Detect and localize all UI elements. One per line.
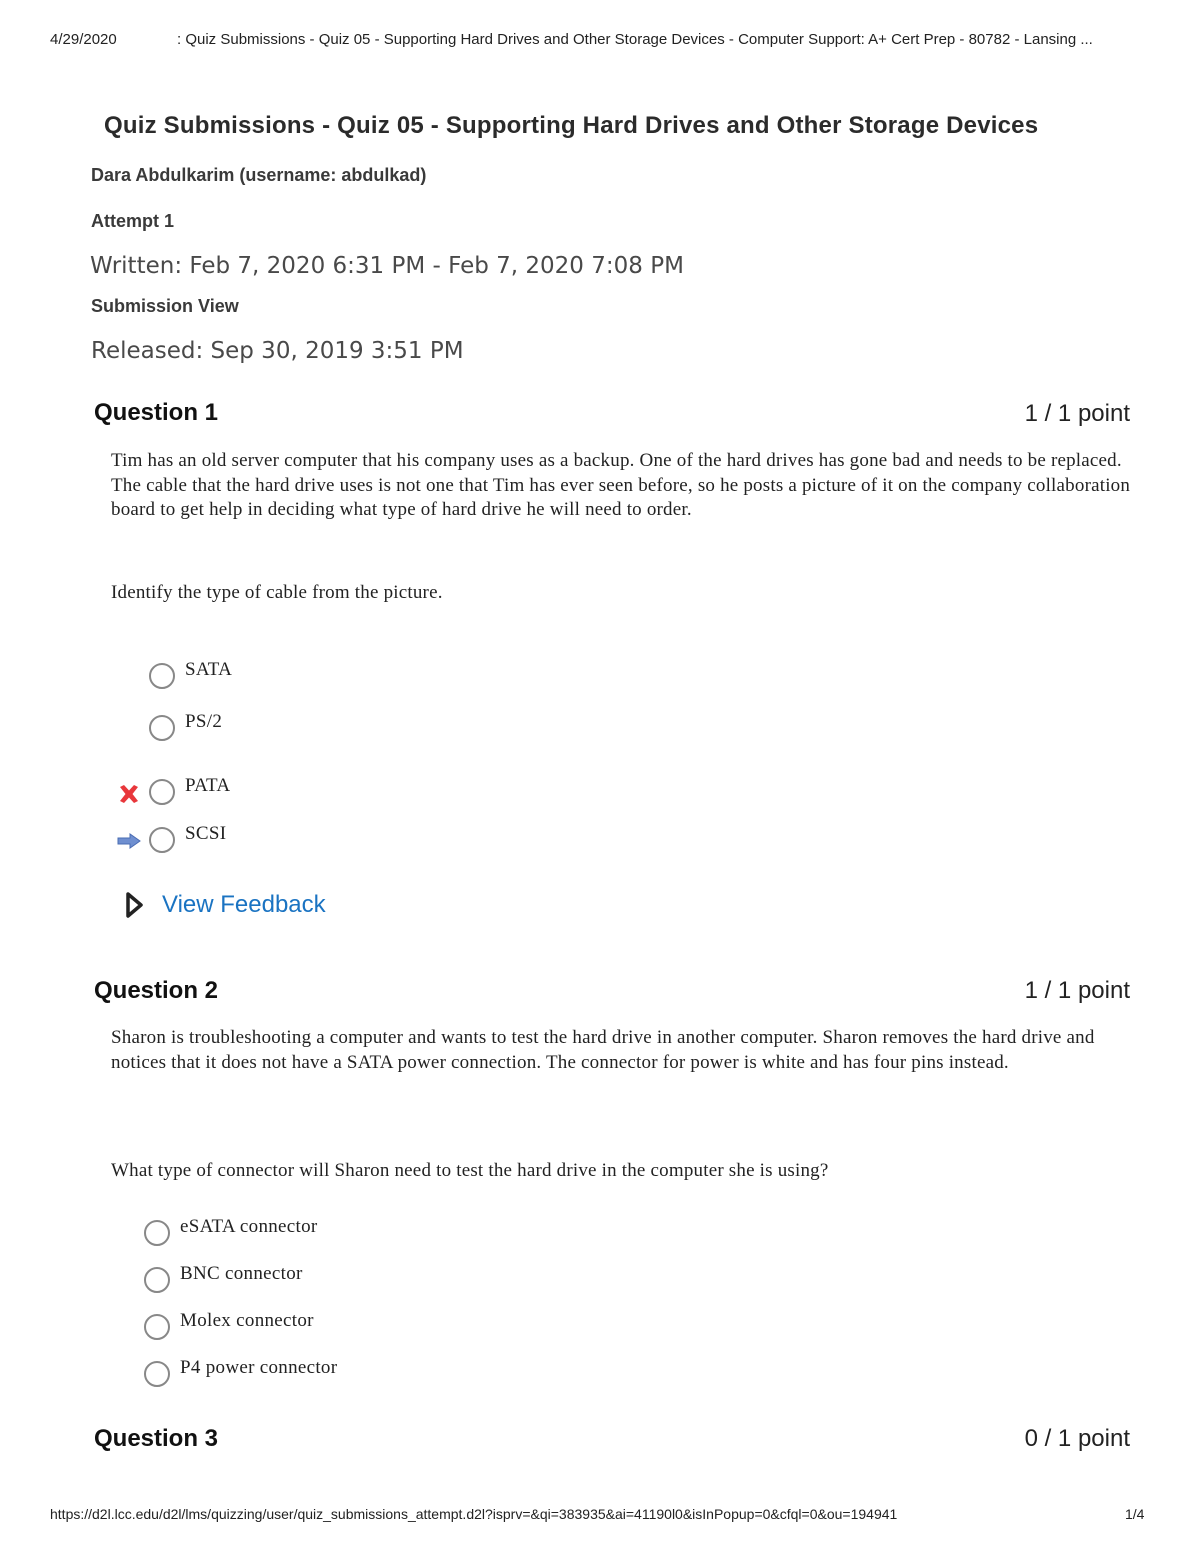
radio-button[interactable]	[144, 1361, 170, 1387]
question-3-heading: Question 3	[94, 1425, 219, 1452]
option-label: PS/2	[185, 711, 223, 732]
print-date: 4/29/2020	[50, 31, 117, 48]
option-label: SATA	[185, 659, 233, 680]
q1-option-scsi[interactable]	[149, 823, 226, 853]
triangle-right-icon[interactable]	[124, 891, 144, 919]
radio-button[interactable]	[149, 779, 175, 805]
q2-option-p4[interactable]	[144, 1357, 337, 1387]
question-1-prompt: Identify the type of cable from the picture.	[111, 582, 443, 603]
print-url: https://d2l.lcc.edu/d2l/lms/quizzing/user/quiz_submissions_attempt.d2l?isprv=&qi=383935&ai=41190l0&isInPopup=0&cfql=0&ou=194941	[50, 1506, 898, 1522]
x-mark-icon	[117, 783, 141, 805]
question-1-score: 1 / 1 point	[1024, 400, 1130, 427]
q2-option-bnc[interactable]	[144, 1263, 303, 1293]
option-label: P4 power connector	[180, 1357, 338, 1378]
radio-button[interactable]	[149, 827, 175, 853]
option-label: Molex connector	[180, 1310, 314, 1331]
question-2-score: 1 / 1 point	[1024, 977, 1130, 1004]
radio-button[interactable]	[144, 1314, 170, 1340]
q1-option-sata[interactable]	[149, 659, 232, 689]
print-page-number: 1/4	[1125, 1506, 1145, 1522]
right-arrow-icon	[117, 833, 141, 849]
radio-button[interactable]	[149, 715, 175, 741]
question-1-text: Tim has an old server computer that his company uses as a backup. One of the hard drives has gone bad and needs to be replaced. The cable that the hard drive uses is not one that Tim has ever seen before, so he posts a picture of it on the company collaboration board to get help in deciding what type of hard drive he will need to order.	[111, 450, 1131, 520]
q2-option-molex[interactable]	[144, 1310, 314, 1340]
radio-button[interactable]	[144, 1220, 170, 1246]
q1-option-pata[interactable]	[149, 775, 230, 805]
page-title: Quiz Submissions - Quiz 05 - Supporting Hard Drives and Other Storage Devices	[104, 112, 1039, 139]
attempt-label: Attempt 1	[91, 211, 175, 231]
option-label: SCSI	[185, 823, 227, 844]
radio-button[interactable]	[144, 1267, 170, 1293]
option-label: BNC connector	[180, 1263, 303, 1284]
q1-option-ps2[interactable]	[149, 711, 222, 741]
option-label: PATA	[185, 775, 231, 796]
released-timestamp: Released: Sep 30, 2019 3:51 PM	[91, 338, 464, 364]
view-feedback-toggle[interactable]	[124, 891, 326, 919]
option-label: eSATA connector	[180, 1216, 318, 1237]
question-2-prompt: What type of connector will Sharon need to test the hard drive in the computer she is using?	[111, 1160, 829, 1181]
question-1-heading: Question 1	[94, 399, 219, 426]
written-timestamp: Written: Feb 7, 2020 6:31 PM - Feb 7, 2020 7:08 PM	[90, 253, 684, 279]
view-feedback-link[interactable]: View Feedback	[162, 891, 326, 918]
question-2-heading: Question 2	[94, 977, 219, 1004]
print-page-title: : Quiz Submissions - Quiz 05 - Supporting Hard Drives and Other Storage Devices - Computer Support: A+ Cert Prep - 80782 - Lansing ...	[177, 31, 1093, 48]
radio-button[interactable]	[149, 663, 175, 689]
user-name: Dara Abdulkarim (username: abdulkad)	[91, 165, 427, 185]
question-2-text: Sharon is troubleshooting a computer and wants to test the hard drive in another computer. Sharon removes the hard drive and notices that it does not have a SATA power connection. The connector for power is white and has four pins instead.	[111, 1027, 1095, 1073]
submission-view-label: Submission View	[91, 296, 239, 316]
question-3-score: 0 / 1 point	[1024, 1425, 1130, 1452]
q2-option-esata[interactable]	[144, 1216, 318, 1246]
